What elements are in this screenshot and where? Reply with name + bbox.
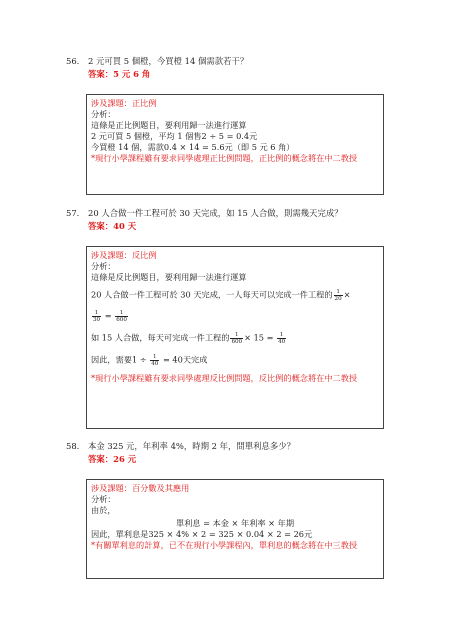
- question-56: [66, 56, 248, 67]
- question-57: [66, 208, 343, 219]
- curriculum-note: *有關單利息的計算，已不在現行小學課程內，單利息的概念將在中三教授: [91, 540, 358, 550]
- analysis-line: 這條是正比例題目，要利用歸一法進行運算: [91, 120, 247, 130]
- fraction: [115, 310, 128, 323]
- question-number: 56.: [66, 56, 80, 66]
- analysis-line: 這條是反比例題目，要利用歸一法進行運算: [91, 272, 247, 282]
- denominator: 30: [93, 317, 101, 323]
- analysis-text: 因此，需要1 ÷: [91, 354, 147, 365]
- denominator: 20: [334, 296, 342, 302]
- fraction: [230, 332, 243, 345]
- numerator: 1: [92, 310, 101, 317]
- numerator: 1: [115, 310, 128, 317]
- fraction: [92, 310, 101, 323]
- question-text: 本金 325 元，年利率 4%，時期 2 年，問單利息多少？: [88, 441, 296, 451]
- analysis-line: 因此，單利息是325 × 4% × 2 = 325 × 0.04 × 2 = 26元: [91, 529, 313, 539]
- question-text: 2 元可買 5 個橙，今買橙 14 個需款若干？: [88, 56, 249, 66]
- analysis-line: [91, 354, 379, 367]
- numerator: 1: [277, 332, 286, 339]
- question-number: 57.: [66, 208, 80, 218]
- analysis-box-57: [86, 246, 384, 429]
- analysis-text: 20 人合做一件工程可於 30 天完成，一人每天可以完成一件工程的: [91, 289, 333, 300]
- denominator: 40: [151, 361, 159, 367]
- numerator: 1: [334, 289, 343, 296]
- analysis-box-58: [86, 479, 384, 579]
- equals-sign: =: [104, 310, 112, 321]
- analysis-text: 如 15 人合做，每天可完成一件工程的: [91, 332, 230, 343]
- analysis-line: 2 元可買 5 個橙，平均 1 個售2 ÷ 5 = 0.4元: [91, 131, 258, 141]
- analysis-box-56: [86, 94, 384, 195]
- fraction: [277, 332, 286, 345]
- numerator: 1: [150, 354, 159, 361]
- denominator: 600: [231, 339, 243, 345]
- fraction: [150, 354, 159, 367]
- analysis-label: 分析：: [91, 261, 116, 271]
- analysis-label: 分析：: [91, 494, 116, 504]
- question-58: [66, 441, 295, 452]
- analysis-line: [91, 310, 379, 323]
- numerator: 1: [230, 332, 243, 339]
- times-sign: ×: [343, 289, 351, 300]
- fraction: [334, 289, 343, 302]
- topic-label: 涉及課題：百分數及其應用: [91, 483, 190, 493]
- question-number: 58.: [66, 441, 80, 451]
- analysis-line: 今買橙 14 個，需款0.4 × 14 = 5.6元（即 5 元 6 角）: [91, 142, 295, 152]
- topic-label: 涉及課題：反比例: [91, 250, 157, 260]
- denominator: 600: [116, 317, 127, 323]
- analysis-line: [91, 332, 379, 345]
- answer-58: 答案：26 元: [88, 454, 137, 464]
- analysis-label: 分析：: [91, 109, 116, 119]
- curriculum-note: *現行小學課程雖有要求同學處理反比例問題，反比例的概念將在中二教授: [91, 373, 358, 383]
- denominator: 40: [278, 339, 286, 345]
- answer-57: 答案：40 天: [88, 221, 137, 231]
- formula-line: 單利息 = 本金 × 年利率 × 年期: [175, 518, 295, 528]
- question-text: 20 人合做一件工程可於 30 天完成，如 15 人合做，則需幾天完成？: [88, 208, 343, 218]
- topic-label: 涉及課題：正比例: [91, 98, 157, 108]
- answer-56: 答案：5 元 6 角: [88, 69, 151, 79]
- analysis-line: 由於，: [91, 505, 116, 515]
- curriculum-note: *現行小學課程雖有要求同學處理正比例問題，正比例的概念將在中二教授: [91, 153, 358, 163]
- analysis-line: [91, 289, 379, 302]
- analysis-text: = 40天完成: [162, 354, 208, 365]
- analysis-text: × 15 =: [244, 332, 274, 343]
